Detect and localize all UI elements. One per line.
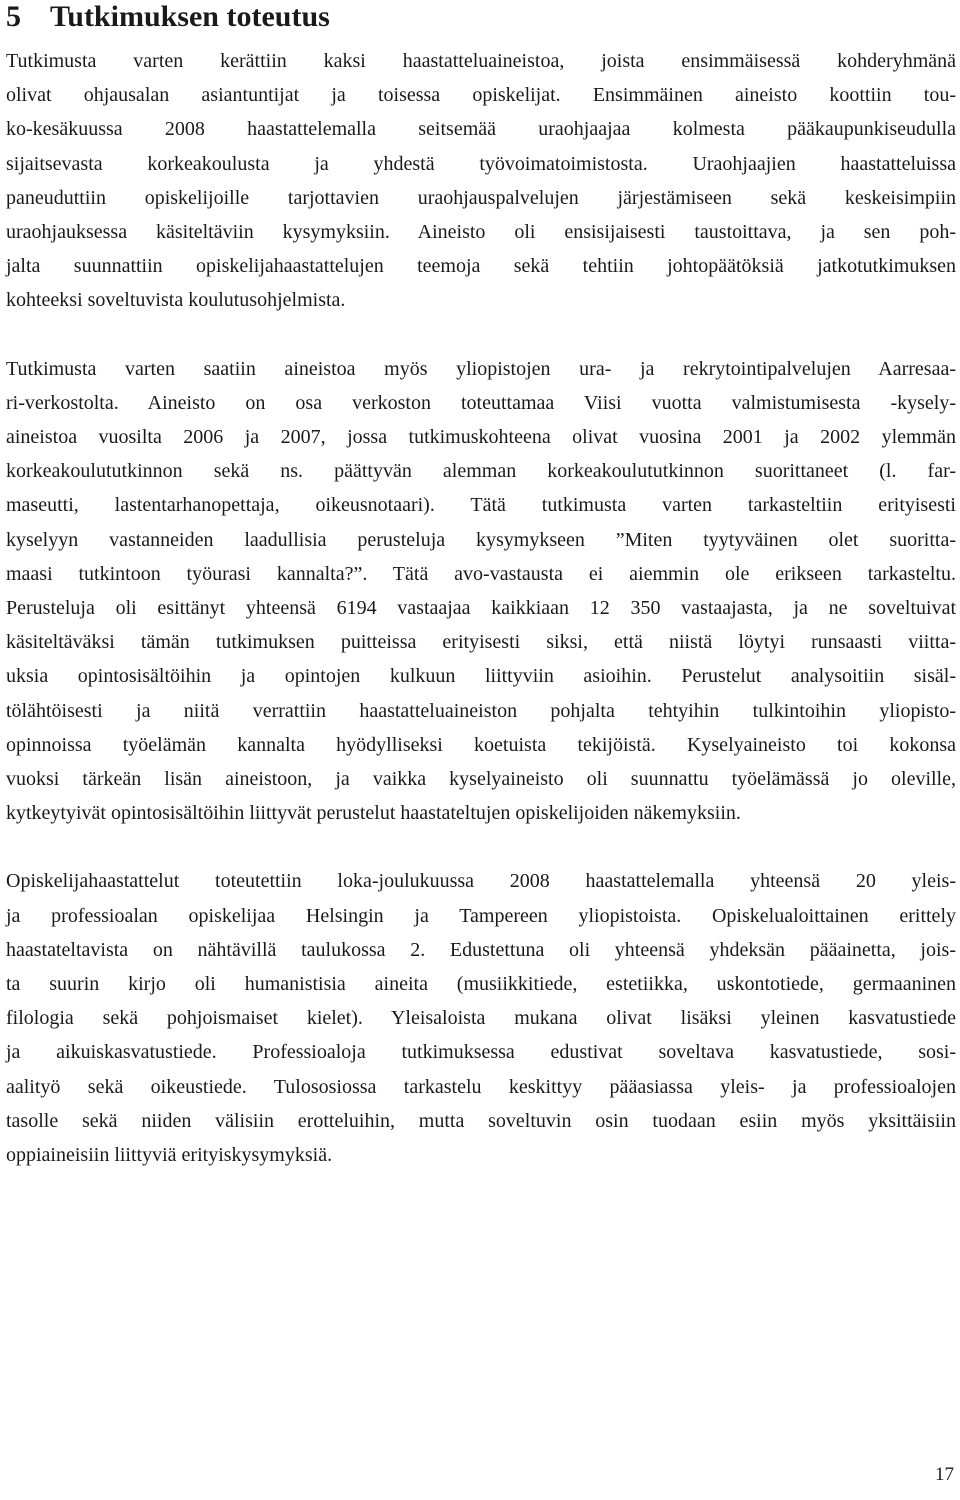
- chapter-heading: [6, 0, 954, 34]
- text-line: kohteeksi soveltuvista koulutusohjelmista.: [6, 289, 346, 312]
- text-line: Tutkimusta varten saatiin aineistoa myös yliopistojen ura- ja rekrytointipalvelujen Aarresaa-: [6, 357, 956, 380]
- chapter-title: Tutkimuksen toteutus: [50, 0, 330, 33]
- paragraph-1: [6, 44, 956, 318]
- text-line: ri-verkostolta. Aineisto on osa verkoston toteuttamaa Viisi vuotta valmistumisesta -kysely-: [6, 391, 956, 414]
- text-line: uraohjauksessa käsiteltäviin kysymyksiin. Aineisto oli ensisijaisesti taustoittava, ja sen poh-: [6, 221, 956, 244]
- page-number: 17: [935, 1464, 954, 1485]
- chapter-number: 5: [6, 0, 21, 33]
- text-line: käsiteltäväksi tämän tutkimuksen puitteissa erityisesti siksi, että niistä löytyi runsaasti viitta-: [6, 631, 956, 654]
- text-line: opinnoissa työelämän kannalta hyödylliseksi koetuista tekijöistä. Kyselyaineisto toi kokonsa: [6, 733, 956, 756]
- text-line: Opiskelijahaastattelut toteutettiin loka-joulukuussa 2008 haastattelemalla yhteensä 20 yleis-: [6, 870, 956, 893]
- text-line: haastateltavista on nähtävillä taulukossa 2. Edustettuna oli yhteensä yhdeksän pääainetta, jois-: [6, 938, 956, 961]
- paragraph-spacer: [6, 830, 956, 864]
- text-line: uksia opintosisältöihin ja opintojen kulkuun liittyviin asioihin. Perustelut analysoitiin sisäl-: [6, 665, 956, 688]
- text-line: Perusteluja oli esittänyt yhteensä 6194 vastaajaa kaikkiaan 12 350 vastaajasta, ja ne soveltuivat: [6, 597, 956, 620]
- text-line: ja aikuiskasvatustiede. Professioaloja tutkimuksessa edustivat soveltava kasvatustiede, sosi-: [6, 1041, 956, 1064]
- text-line: ta suurin kirjo oli humanistisia aineita (musiikkitiede, estetiikka, uskontotiede, germaaninen: [6, 973, 956, 996]
- text-line: ja professioalan opiskelijaa Helsingin ja Tampereen yliopistoista. Opiskelualoittainen erittely: [6, 904, 956, 927]
- paragraph-spacer: [6, 318, 956, 352]
- text-line: maasi tutkintoon työurasi kannalta?”. Tätä avo-vastausta ei aiemmin ole erikseen tarkasteltu.: [6, 562, 956, 585]
- text-line: tasolle sekä niiden välisiin erotteluihin, mutta soveltuvin osin tuodaan esiin myös yksittäisiin: [6, 1109, 956, 1132]
- text-line: filologia sekä pohjoismaiset kielet). Yleisaloista mukana olivat lisäksi yleinen kasvatustiede: [6, 1007, 956, 1030]
- text-line: sijaitsevasta korkeakoulusta ja yhdestä työvoimatoimistosta. Uraohjaajien haastatteluissa: [6, 152, 956, 175]
- paragraph-3: [6, 864, 956, 1172]
- paragraph-2: [6, 352, 956, 831]
- text-line: kytkeytyivät opintosisältöihin liittyvät perustelut haastateltujen opiskelijoiden näkemyksiin.: [6, 802, 741, 825]
- text-line: korkeakoulututkinnon sekä ns. päättyvän alemman korkeakoulututkinnon suorittaneet (l. far-: [6, 460, 956, 483]
- text-line: tölähtöisesti ja niitä verrattiin haastatteluaineiston pohjalta tehtyihin tulkintoihin yliopisto-: [6, 699, 956, 722]
- text-line: ko-kesäkuussa 2008 haastattelemalla seitsemää uraohjaajaa kolmesta pääkaupunkiseudulla: [6, 118, 956, 141]
- body-text: [6, 44, 956, 1172]
- text-line: paneuduttiin opiskelijoille tarjottavien uraohjauspalvelujen järjestämiseen sekä keskeisimpiin: [6, 186, 956, 209]
- text-line: vuoksi tärkeän lisän aineistoon, ja vaikka kyselyaineisto oli suunnattu työelämässä jo oleville,: [6, 768, 956, 791]
- text-line: aineistoa vuosilta 2006 ja 2007, jossa tutkimuskohteena olivat vuosina 2001 ja 2002 ylemmän: [6, 426, 956, 449]
- text-line: olivat ohjausalan asiantuntijat ja toisessa opiskelijat. Ensimmäinen aineisto koottiin tou-: [6, 84, 956, 107]
- text-line: oppiaineisiin liittyviä erityiskysymyksiä.: [6, 1144, 333, 1167]
- text-line: maseutti, lastentarhanopettaja, oikeusnotaari). Tätä tutkimusta varten tarkasteltiin erityisesti: [6, 494, 956, 517]
- text-line: jalta suunnattiin opiskelijahaastattelujen teemoja sekä tehtiin johtopäätöksiä jatkotutkimuksen: [6, 255, 956, 278]
- text-line: Tutkimusta varten kerättiin kaksi haastatteluaineistoa, joista ensimmäisessä kohderyhmänä: [6, 50, 956, 72]
- text-line: kyselyyn vastanneiden laadullisia perusteluja kysymykseen ”Miten tyytyväinen olet suoritta-: [6, 528, 956, 551]
- text-line: aalityö sekä oikeustiede. Tulososiossa tarkastelu keskittyy pääasiassa yleis- ja professioalojen: [6, 1075, 956, 1098]
